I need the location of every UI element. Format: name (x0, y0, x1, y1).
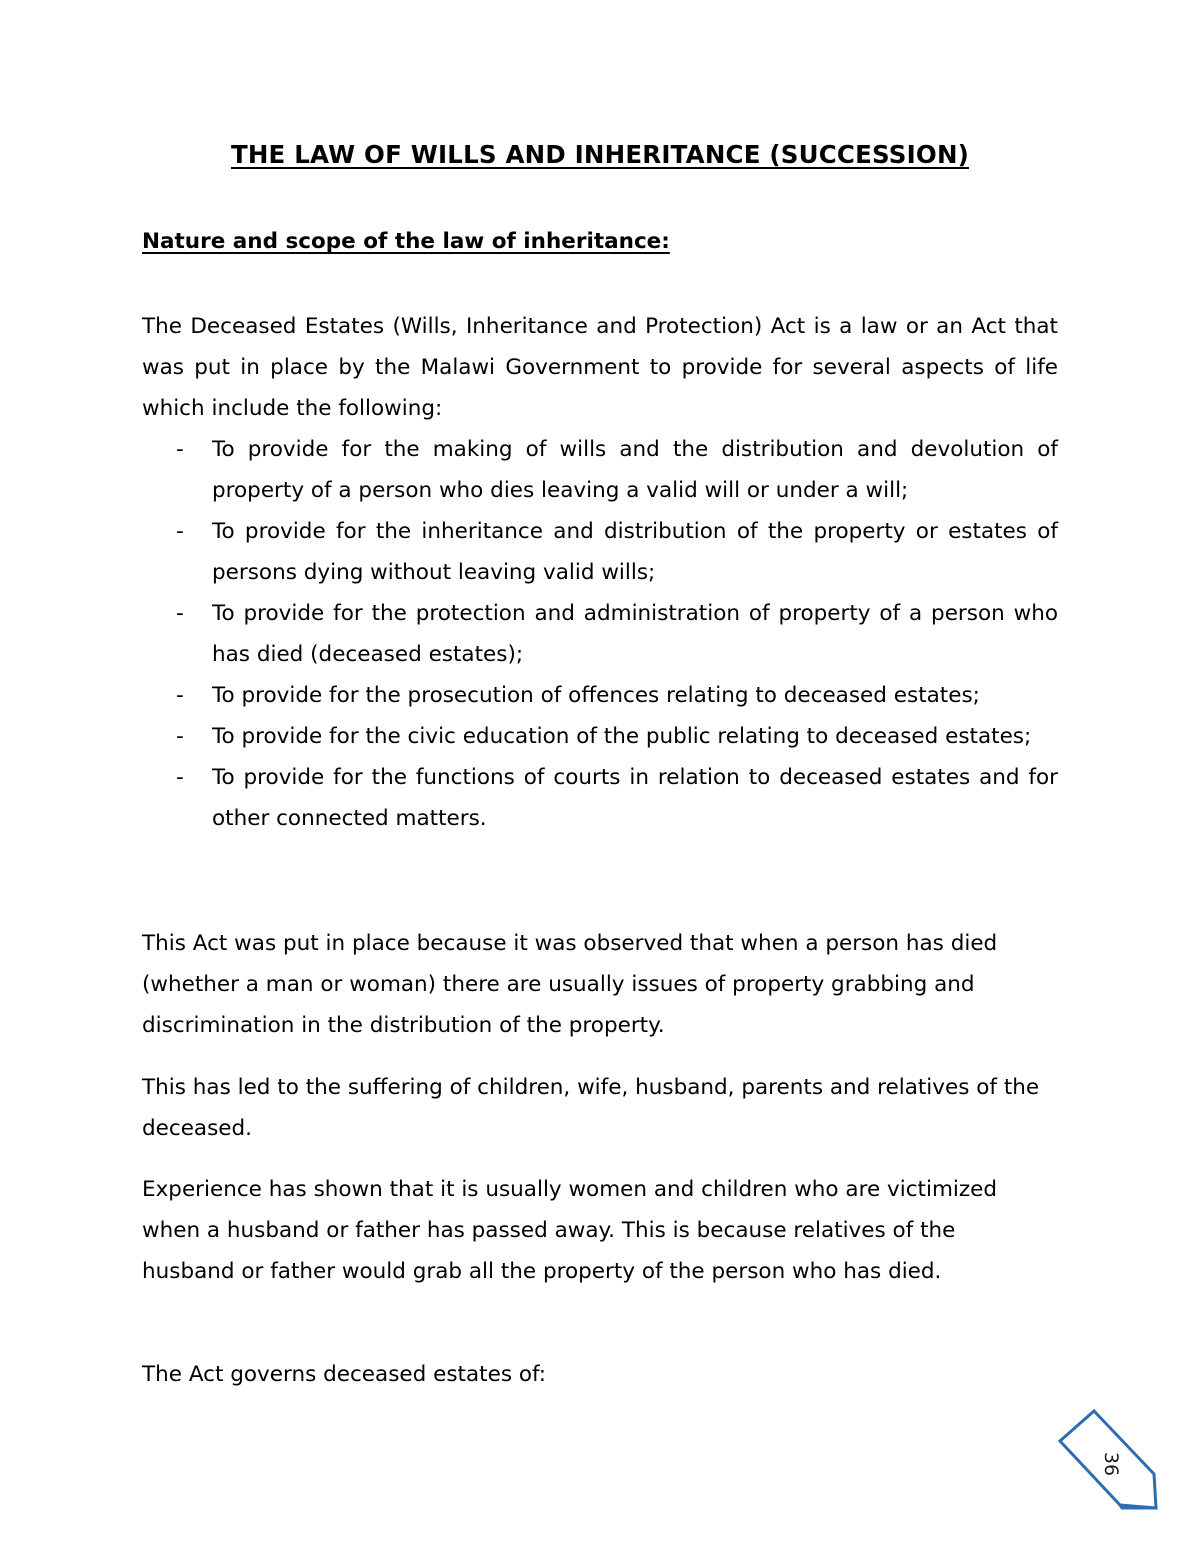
list-item (142, 716, 1058, 757)
list-item-text: To provide for the functions of courts in relation to deceased estates and for other connected matters. (212, 765, 1058, 831)
list-item (142, 675, 1058, 716)
bullet-dash: - (176, 683, 184, 708)
page-number: 36 (1100, 1451, 1122, 1477)
section-heading: Nature and scope of the law of inheritance: (142, 229, 670, 254)
list-item (142, 593, 1058, 675)
list-item (142, 511, 1058, 593)
body-paragraph-suffering: This has led to the suffering of children, wife, husband, parents and relatives of the deceased. (142, 1075, 1040, 1141)
intro-paragraph: The Deceased Estates (Wills, Inheritance and Protection) Act is a law or an Act that was put in place by the Malawi Government to provide for several aspects of life which include the following: (142, 314, 1058, 421)
list-item (142, 757, 1058, 839)
body-paragraph-reason: This Act was put in place because it was observed that when a person has died (whether a man or woman) there are usually issues of property grabbing and discrimination in the distribution of the property. (142, 931, 998, 1038)
list-item-text: To provide for the prosecution of offences relating to deceased estates; (212, 683, 980, 708)
bullet-dash: - (176, 601, 184, 626)
body-paragraph-governs: The Act governs deceased estates of: (142, 1362, 547, 1387)
list-item (142, 429, 1058, 511)
bullet-dash: - (176, 437, 184, 462)
list-item-text: To provide for the inheritance and distribution of the property or estates of persons dying without leaving valid wills; (212, 519, 1058, 585)
body-paragraph-experience: Experience has shown that it is usually women and children who are victimized when a husband or father has passed away. This is because relatives of the husband or father would grab all the property of the person who has died. (142, 1177, 998, 1284)
bullet-dash: - (176, 519, 184, 544)
scope-bullet-list (142, 429, 1058, 839)
bullet-dash: - (176, 724, 184, 749)
bullet-dash: - (176, 765, 184, 790)
list-item-text: To provide for the civic education of the public relating to deceased estates; (212, 724, 1032, 749)
list-item-text: To provide for the making of wills and the distribution and devolution of property of a person who dies leaving a valid will or under a will; (212, 437, 1058, 503)
page-title: THE LAW OF WILLS AND INHERITANCE (SUCCESSION) (230, 140, 970, 169)
list-item-text: To provide for the protection and administration of property of a person who has died (deceased estates); (212, 601, 1058, 667)
